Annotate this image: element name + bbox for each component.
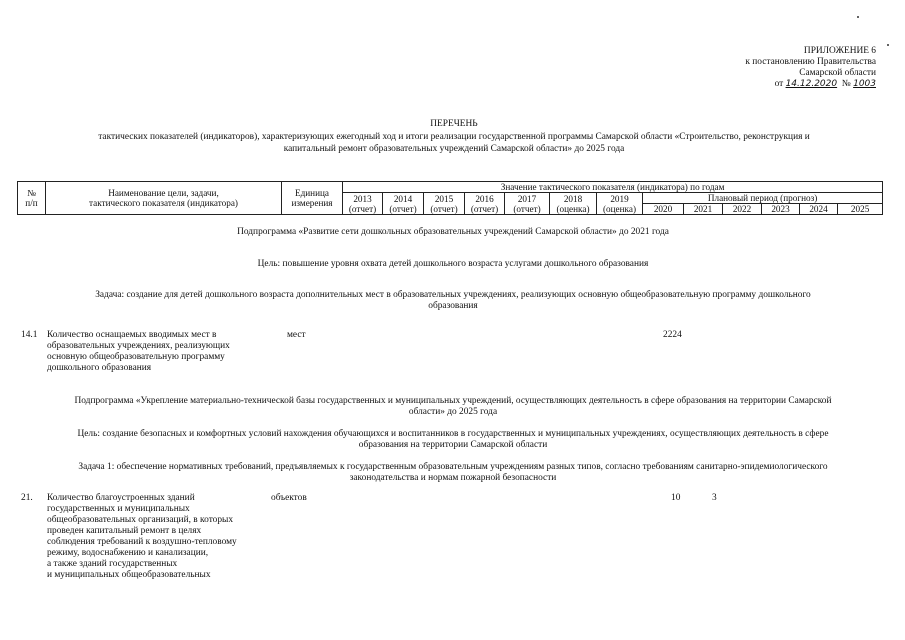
header-year-2017: 2017 (отчет)	[505, 193, 550, 215]
header-planned-2023: 2023	[762, 204, 800, 215]
header-planned-2025: 2025	[838, 204, 883, 215]
header-number: № п/п	[18, 182, 46, 215]
appendix-date-line	[690, 79, 876, 90]
header-planned-2024: 2024	[800, 204, 838, 215]
row-number: 14.1	[21, 330, 38, 340]
header-planned-2020: 2020	[643, 204, 684, 215]
document-subtitle-1: тактических показателей (индикаторов), характеризующих ежегодный ход и итоги реализации государственной программы Самарской области «Строительство, реконструкция и	[98, 132, 810, 142]
subprogram-2-line-1: Подпрограмма «Укрепление материально-технической базы государственных и муниципальных учреждений, осуществляющих деятельность в сфере образования на территории Самарской	[74, 396, 832, 406]
row-value-2020: 10	[671, 493, 681, 503]
task-2-line-1: Задача 1: обеспечение нормативных требований, предъявляемых к государственным образовательным учреждениям разных типов, согласно требованиям санитарно-эпидемиологического	[78, 462, 828, 472]
appendix-line1: к постановлению Правительства	[745, 57, 876, 67]
header-unit: Единица измерения	[282, 182, 343, 215]
appendix-line2: Самарской области	[799, 68, 876, 78]
goal-1: Цель: повышение уровня охвата детей дошкольного возраста услугами дошкольного образования	[257, 259, 649, 269]
subprogram-1: Подпрограмма «Развитие сети дошкольных образовательных учреждений Самарской области» до 2021 года	[237, 227, 669, 237]
goal-2-line-2: образования на территории Самарской области	[358, 440, 548, 450]
task-2-line-2: законодательства и нормам пожарной безопасности	[349, 473, 557, 483]
header-year-2016: 2016 (отчет)	[465, 193, 505, 215]
header-planned-2021: 2021	[684, 204, 723, 215]
row-name: Количество оснащаемых вводимых мест в образовательных учреждениях, реализующих основную общеобразовательную программу дошкольного образования	[47, 330, 230, 373]
signed-date: 14.12.2020	[785, 79, 838, 89]
indicator-table-header	[17, 181, 883, 215]
header-year-2019: 2019 (оценка)	[597, 193, 643, 215]
goal-2-line-1: Цель: создание безопасных и комфортных условий нахождения обучающихся и воспитанников в государственных и муниципальных учреждениях, осуществляющих деятельность в сфере	[77, 429, 829, 439]
row-value-2021: 3	[712, 493, 717, 503]
task-1-line-1: Задача: создание для детей дошкольного возраста дополнительных мест в образовательных учреждениях, реализующих основную общеобразовательную программу дошкольного	[95, 290, 811, 300]
document-title: ПЕРЕЧЕНЬ	[430, 119, 478, 129]
signed-number: 1003	[853, 79, 876, 89]
header-planned-2022: 2022	[723, 204, 762, 215]
from-label: от	[774, 79, 784, 89]
document-subtitle-2: капитальный ремонт образовательных учреждений Самарской области» до 2025 года	[283, 144, 625, 154]
row-name: Количество благоустроенных зданий государственных и муниципальных общеобразовательных организаций, в которых проведен капитальный ремонт в целях соблюдения требований к воздушно-тепловому режиму, водоснабжению и канализации, а также зданий государственных и муниципальных общеобразовательных	[47, 493, 237, 580]
scan-speck	[857, 16, 859, 18]
header-year-2018: 2018 (оценка)	[550, 193, 597, 215]
header-planned-group: Плановый период (прогноз)	[643, 193, 883, 204]
subprogram-2-line-2: области» до 2025 года	[408, 407, 498, 417]
task-1-line-2: образования	[428, 301, 478, 311]
header-year-2015: 2015 (отчет)	[424, 193, 465, 215]
header-name: Наименование цели, задачи, тактического показателя (индикатора)	[46, 182, 282, 215]
row-unit: мест	[287, 330, 306, 340]
header-year-2014: 2014 (отчет)	[383, 193, 424, 215]
header-year-2013: 2013 (отчет)	[343, 193, 383, 215]
appendix-block	[690, 46, 876, 90]
row-number: 21.	[21, 493, 33, 503]
number-label: №	[841, 79, 851, 89]
appendix-title: ПРИЛОЖЕНИЕ 6	[803, 46, 876, 56]
row-value-2020: 2224	[663, 330, 682, 340]
header-value-group: Значение тактического показателя (индикатора) по годам	[343, 182, 883, 193]
scan-speck	[887, 44, 889, 46]
row-unit: объектов	[271, 493, 307, 503]
